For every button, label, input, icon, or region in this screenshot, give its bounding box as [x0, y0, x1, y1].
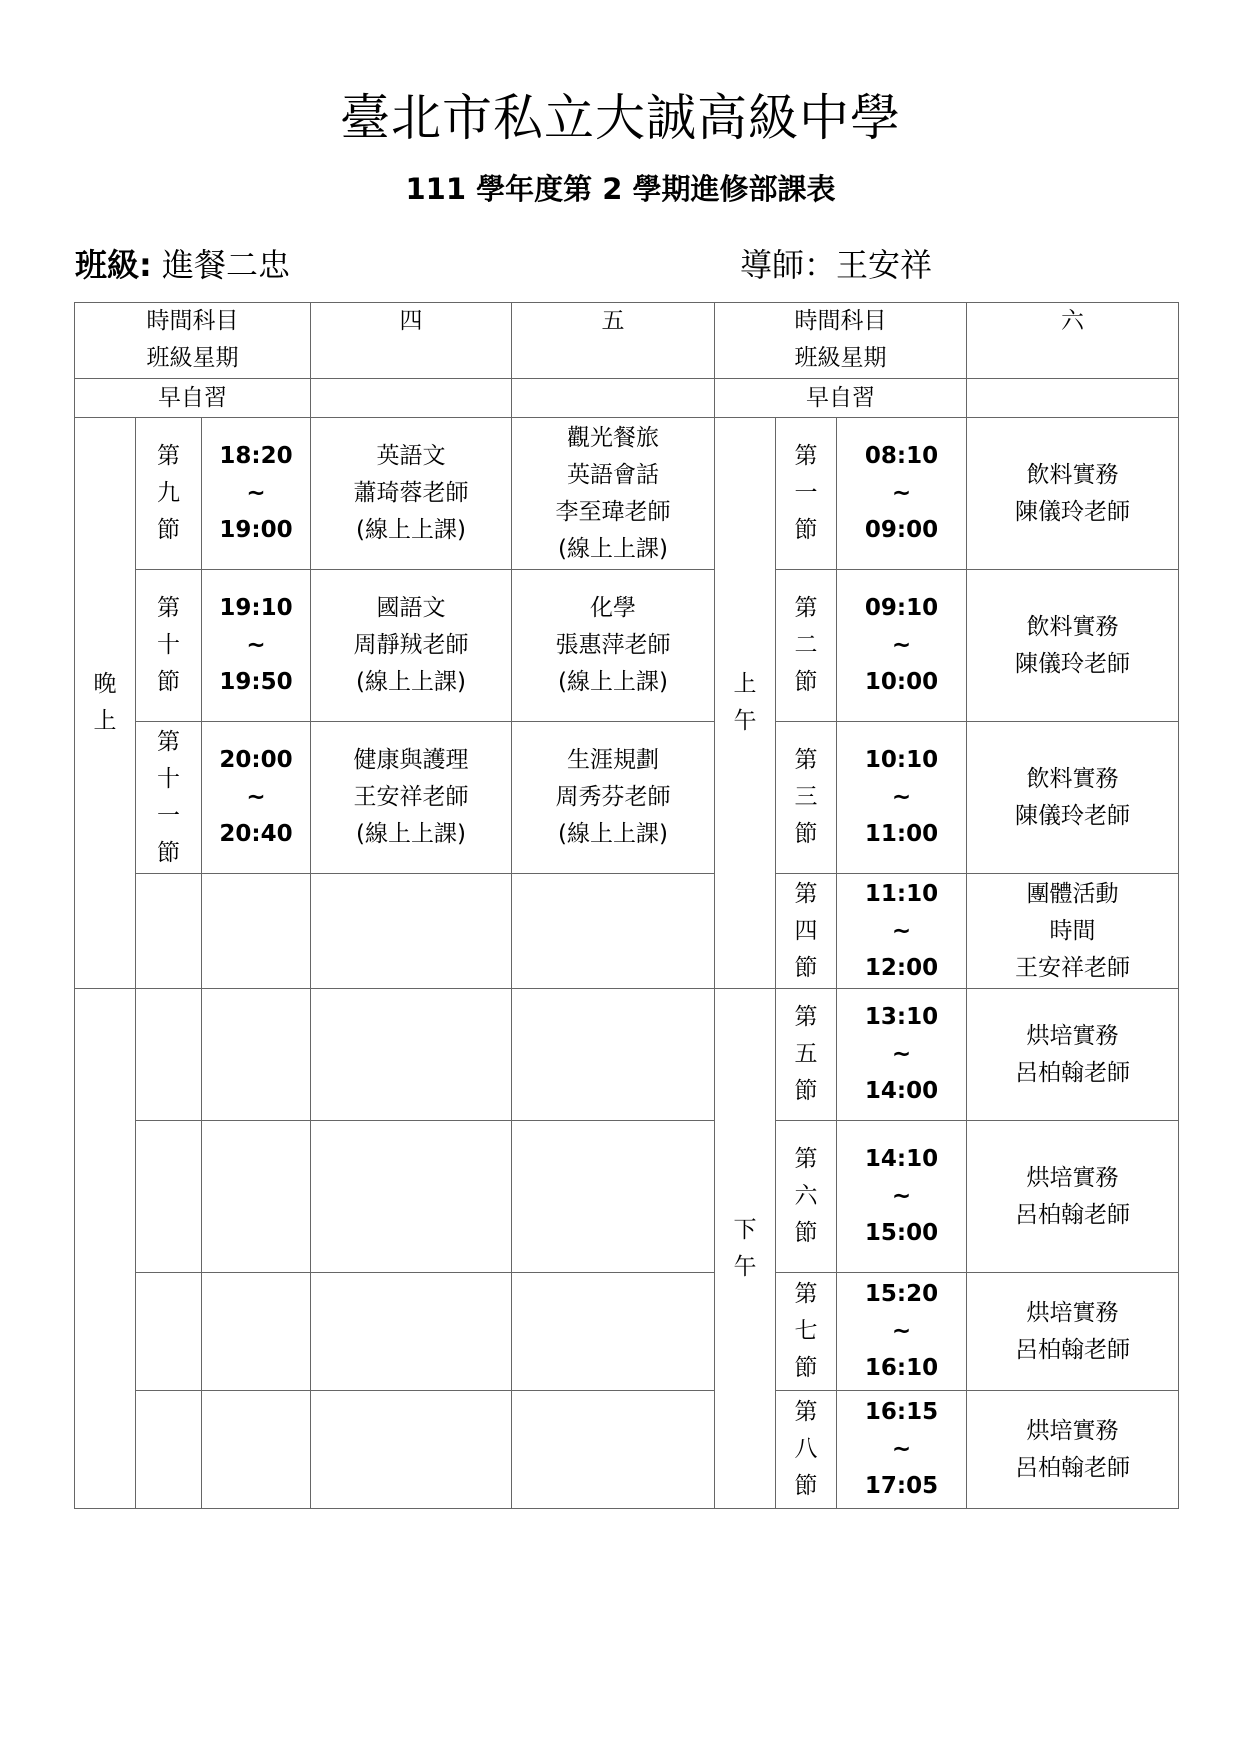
period-name: 第 五 節 — [776, 989, 837, 1121]
morning-study-label-left: 早自習 — [75, 379, 311, 418]
class-info — [75, 240, 290, 286]
period-time: 13:10 ~ 14:00 — [837, 989, 967, 1121]
empty-cell — [136, 989, 202, 1121]
course-cell-sat: 烘培實務 呂柏翰老師 — [967, 1121, 1179, 1273]
period-time: 09:10 ~ 10:00 — [837, 570, 967, 722]
table-row — [75, 1391, 1179, 1509]
empty-cell — [136, 1273, 202, 1391]
period-time: 15:20 ~ 16:10 — [837, 1273, 967, 1391]
corner-line1: 時間科目 — [794, 308, 887, 334]
morning-study-sat — [967, 379, 1179, 418]
course-cell-sat: 烘培實務 呂柏翰老師 — [967, 1273, 1179, 1391]
table-row — [75, 1273, 1179, 1391]
empty-cell — [512, 874, 715, 989]
period-time: 08:10 ~ 09:00 — [837, 418, 967, 570]
morning-study-fri — [512, 379, 715, 418]
period-time: 19:10 ~ 19:50 — [202, 570, 311, 722]
empty-cell — [136, 874, 202, 989]
empty-cell — [202, 1273, 311, 1391]
day-header-fri: 五 — [512, 303, 715, 379]
class-label: 班級: — [75, 246, 152, 284]
table-row — [75, 418, 1179, 570]
period-name: 第 八 節 — [776, 1391, 837, 1509]
empty-cell — [311, 1391, 512, 1509]
teacher-info — [740, 240, 932, 286]
empty-cell — [311, 874, 512, 989]
timetable — [74, 302, 1179, 1509]
period-name: 第 七 節 — [776, 1273, 837, 1391]
course-cell-sat: 烘培實務 呂柏翰老師 — [967, 989, 1179, 1121]
course-cell-sat: 飲料實務 陳儀玲老師 — [967, 570, 1179, 722]
table-row — [75, 722, 1179, 874]
course-cell-fri: 生涯規劃 周秀芬老師 (線上上課) — [512, 722, 715, 874]
empty-cell — [311, 989, 512, 1121]
corner-header-left — [75, 303, 311, 379]
corner-line2: 班級星期 — [146, 345, 239, 371]
empty-cell — [202, 1121, 311, 1273]
sat-morning-label: 上 午 — [715, 418, 776, 989]
morning-study-label-right: 早自習 — [715, 379, 967, 418]
table-row — [75, 874, 1179, 989]
empty-cell — [136, 1391, 202, 1509]
empty-cell — [202, 874, 311, 989]
teacher-name: 王安祥 — [836, 246, 933, 284]
day-header-thu: 四 — [311, 303, 512, 379]
sat-afternoon-label: 下 午 — [715, 989, 776, 1509]
period-name: 第 十 一 節 — [136, 722, 202, 874]
period-name: 第 一 節 — [776, 418, 837, 570]
course-cell-sat: 飲料實務 陳儀玲老師 — [967, 722, 1179, 874]
period-name: 第 十 節 — [136, 570, 202, 722]
corner-header-right — [715, 303, 967, 379]
morning-study-row — [75, 379, 1179, 418]
period-time: 11:10 ~ 12:00 — [837, 874, 967, 989]
course-cell-fri: 觀光餐旅 英語會話 李至瑋老師 (線上上課) — [512, 418, 715, 570]
empty-cell — [512, 1391, 715, 1509]
evening-section-label: 晚 上 — [75, 418, 136, 989]
empty-cell — [136, 1121, 202, 1273]
period-time: 10:10 ~ 11:00 — [837, 722, 967, 874]
course-cell-thu: 英語文 蕭琦蓉老師 (線上上課) — [311, 418, 512, 570]
period-name: 第 二 節 — [776, 570, 837, 722]
corner-line2: 班級星期 — [794, 345, 887, 371]
teacher-label: 導師： — [740, 246, 837, 284]
table-row — [75, 570, 1179, 722]
empty-cell — [512, 989, 715, 1121]
empty-section-cell — [75, 989, 136, 1509]
table-row — [75, 1121, 1179, 1273]
period-name: 第 六 節 — [776, 1121, 837, 1273]
period-time: 20:00 ~ 20:40 — [202, 722, 311, 874]
course-cell-sat: 團體活動 時間 王安祥老師 — [967, 874, 1179, 989]
empty-cell — [202, 1391, 311, 1509]
period-name: 第 三 節 — [776, 722, 837, 874]
course-cell-sat: 烘培實務 呂柏翰老師 — [967, 1391, 1179, 1509]
course-cell-fri: 化學 張惠萍老師 (線上上課) — [512, 570, 715, 722]
period-time: 16:15 ~ 17:05 — [837, 1391, 967, 1509]
school-title: 臺北市私立大誠高級中學 — [340, 89, 901, 147]
course-cell-thu: 國語文 周靜羢老師 (線上上課) — [311, 570, 512, 722]
schedule-subtitle: 111 學年度第 2 學期進修部課表 — [405, 172, 836, 206]
empty-cell — [311, 1273, 512, 1391]
period-name: 第 四 節 — [776, 874, 837, 989]
morning-study-thu — [311, 379, 512, 418]
empty-cell — [512, 1273, 715, 1391]
empty-cell — [512, 1121, 715, 1273]
course-cell-sat: 飲料實務 陳儀玲老師 — [967, 418, 1179, 570]
corner-line1: 時間科目 — [146, 308, 239, 334]
header-row — [75, 303, 1179, 379]
empty-cell — [311, 1121, 512, 1273]
period-name: 第 九 節 — [136, 418, 202, 570]
empty-cell — [202, 989, 311, 1121]
course-cell-thu: 健康與護理 王安祥老師 (線上上課) — [311, 722, 512, 874]
period-time: 18:20 ~ 19:00 — [202, 418, 311, 570]
day-header-sat: 六 — [967, 303, 1179, 379]
table-row — [75, 989, 1179, 1121]
period-time: 14:10 ~ 15:00 — [837, 1121, 967, 1273]
class-name: 進餐二忠 — [161, 246, 290, 284]
